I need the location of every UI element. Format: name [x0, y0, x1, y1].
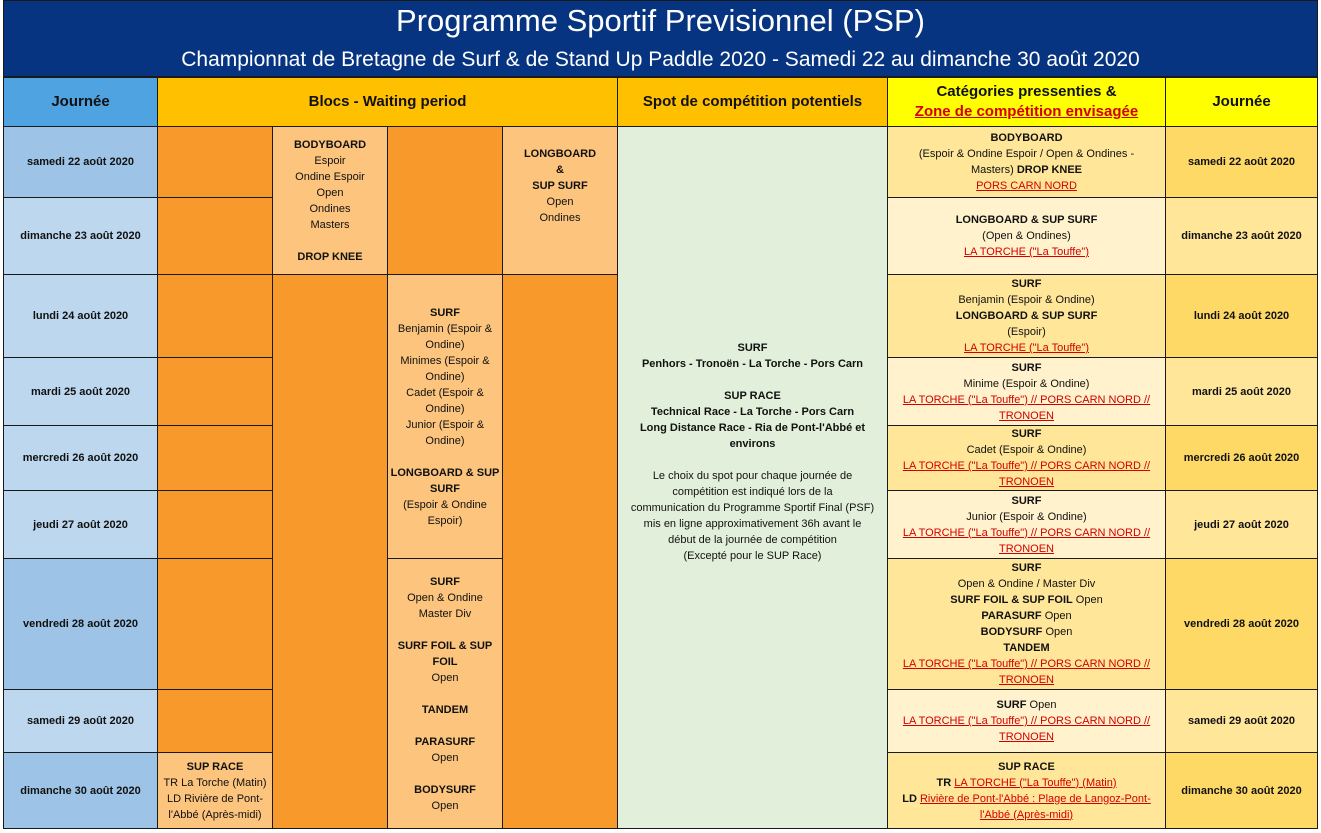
date-cell-right	[1165, 752, 1318, 829]
category-zone-link[interactable]: l'Abbé (Après-midi)	[979, 808, 1074, 821]
category-title: LONGBOARD & SUP SURF	[955, 310, 1098, 322]
category-line: (Open & Ondines)	[982, 230, 1071, 242]
category-title: BODYSURF	[980, 626, 1043, 638]
bloc-bodyboard	[272, 126, 388, 275]
bloc-empty-cell	[502, 274, 618, 829]
spot-cell	[617, 126, 888, 829]
date-label: samedi 29 août 2020	[26, 715, 134, 727]
col-header-spot-label: Spot de compétition potentiels	[642, 93, 863, 110]
date-label: jeudi 27 août 2020	[1194, 518, 1289, 531]
bloc-empty-cell	[157, 558, 273, 690]
category-line: Open	[1029, 699, 1057, 711]
date-cell-left	[3, 274, 158, 358]
bloc-line: Ondine)	[425, 402, 465, 415]
category-line: Masters)	[970, 164, 1014, 176]
category-cell	[887, 197, 1166, 275]
category-zone-link[interactable]: LA TORCHE ("La Touffe") // PORS CARN NORD //	[902, 715, 1151, 727]
bloc-line: Masters	[310, 218, 350, 231]
bloc-longboard-title: LONGBOARD & SUP	[390, 466, 500, 479]
category-line: (Espoir & Ondine Espoir / Open & Ondines -	[918, 148, 1135, 160]
category-zone-link[interactable]: TRONOEN	[999, 542, 1054, 555]
bloc-line: Open	[316, 186, 344, 199]
bloc-line: TR La Torche (Matin)	[163, 776, 267, 789]
bloc-line: Ondine)	[425, 338, 465, 351]
category-line: Junior (Espoir & Ondine)	[966, 510, 1087, 523]
bloc-empty-cell	[272, 274, 388, 829]
bloc-line: Master Div	[418, 607, 472, 620]
bloc-line: Ondines	[539, 211, 581, 224]
category-tr-label: TR	[936, 776, 952, 789]
category-title: SURF	[1011, 494, 1042, 507]
category-title: PARASURF	[981, 610, 1042, 622]
bloc-line: Ondines	[309, 202, 351, 215]
date-label: dimanche 23 août 2020	[1181, 230, 1302, 242]
bloc-empty-cell	[157, 274, 273, 358]
category-line: Open	[1075, 594, 1103, 606]
col-header-blocs-label: Blocs - Waiting period	[308, 93, 467, 110]
bloc-empty-cell	[157, 425, 273, 491]
category-title: SURF	[1011, 562, 1042, 574]
bloc-surf-title: SURF	[430, 306, 460, 319]
date-cell-right	[1165, 357, 1318, 426]
bloc-empty-cell	[387, 126, 503, 275]
category-line: Benjamin (Espoir & Ondine)	[958, 294, 1095, 306]
category-cell	[887, 558, 1166, 690]
bloc-empty-cell	[157, 126, 273, 198]
bloc-supsurf-title: SUP SURF	[532, 179, 588, 192]
category-zone-link[interactable]: Rivière de Pont-l'Abbé : Plage de Langoz-Pont-	[919, 792, 1151, 805]
bloc-empty-cell	[157, 689, 273, 753]
date-label: dimanche 30 août 2020	[20, 784, 141, 797]
bloc-line: (Espoir & Ondine	[403, 498, 487, 511]
category-title: SURF	[996, 699, 1027, 711]
date-label: lundi 24 août 2020	[1193, 310, 1290, 322]
category-title: SURF FOIL & SUP FOIL	[950, 594, 1073, 606]
bloc-longboard	[502, 126, 618, 275]
date-label: mercredi 26 août 2020	[1183, 452, 1300, 464]
bloc-drop-knee: DROP KNEE	[297, 250, 363, 263]
col-header-categories-line2: Zone de compétition envisagée	[914, 103, 1139, 120]
bloc-line: Ondine)	[425, 434, 465, 447]
category-cell	[887, 274, 1166, 358]
category-zone-link[interactable]: TRONOEN	[999, 731, 1054, 743]
date-label: samedi 22 août 2020	[26, 156, 134, 168]
col-header-blocs	[157, 77, 618, 127]
category-zone-link[interactable]: LA TORCHE ("La Touffe")	[963, 342, 1089, 354]
bloc-tandem-title: TANDEM	[421, 703, 469, 716]
bloc-longboard-title: SURF	[430, 482, 460, 495]
category-zone-link[interactable]: TRONOEN	[999, 409, 1054, 422]
date-cell-right	[1165, 490, 1318, 559]
category-zone-link[interactable]: LA TORCHE ("La Touffe")	[963, 246, 1089, 258]
col-header-journee-right-label: Journée	[1212, 93, 1271, 110]
date-label: vendredi 28 août 2020	[23, 618, 138, 630]
bloc-foil-title: FOIL	[432, 655, 458, 668]
category-line: Cadet (Espoir & Ondine)	[966, 444, 1087, 456]
category-zone-link[interactable]: LA TORCHE ("La Touffe") // PORS CARN NORD //	[902, 658, 1151, 670]
date-cell-left	[3, 126, 158, 198]
category-line: Open	[1044, 610, 1072, 622]
spot-note-line: communication du Programme Sportif Final (PSF)	[630, 501, 875, 514]
category-title: SURF	[1011, 361, 1042, 374]
bloc-bodyboard-title: BODYBOARD	[293, 138, 367, 151]
bloc-surf-title: SURF	[430, 575, 460, 588]
category-cell	[887, 752, 1166, 829]
bloc-line: Benjamin (Espoir &	[397, 322, 493, 335]
bloc-line: LD Rivière de Pont-	[167, 792, 263, 805]
category-zone-link[interactable]: LA TORCHE ("La Touffe") // PORS CARN NORD //	[902, 460, 1151, 472]
date-cell-left	[3, 425, 158, 491]
date-label: samedi 29 août 2020	[1187, 715, 1295, 727]
category-title: SUP RACE	[998, 760, 1055, 773]
bloc-bodysurf-title: BODYSURF	[414, 783, 476, 796]
page-title: Programme Sportif Previsionnel (PSP)	[396, 3, 925, 38]
category-line: Open	[1045, 626, 1073, 638]
date-cell-right	[1165, 425, 1318, 491]
category-title: BODYBOARD	[990, 132, 1063, 144]
category-cell	[887, 689, 1166, 753]
bloc-surf-jeunes	[387, 274, 503, 559]
category-cell	[887, 357, 1166, 426]
date-label: dimanche 30 août 2020	[1181, 784, 1302, 797]
spot-technical: Technical Race - La Torche - Pors Carn	[650, 405, 855, 418]
bloc-parasurf-title: PARASURF	[414, 735, 476, 748]
bloc-empty-cell	[157, 197, 273, 275]
bloc-line: Open	[431, 751, 459, 764]
spot-note-line: début de la journée de compétition	[668, 533, 837, 546]
col-header-categories	[887, 77, 1166, 127]
bloc-line: l'Abbé (Après-midi)	[168, 808, 262, 821]
date-label: mardi 25 août 2020	[1191, 385, 1292, 398]
spot-note-line: mis en ligne approximativement 36h avant le	[643, 517, 862, 530]
bloc-line: Ondine Espoir	[295, 170, 365, 183]
date-cell-left	[3, 490, 158, 559]
col-header-journee-right	[1165, 77, 1318, 127]
category-zone-link[interactable]: LA TORCHE ("La Touffe") // PORS CARN NORD //	[902, 526, 1151, 539]
col-header-journee	[3, 77, 158, 127]
col-header-spot	[617, 77, 888, 127]
category-zone-link[interactable]: LA TORCHE ("La Touffe") // PORS CARN NORD //	[902, 393, 1151, 406]
page-subtitle: Championnat de Bretagne de Surf & de Stand Up Paddle 2020 - Samedi 22 au dimanche 30 août 2020	[181, 48, 1140, 71]
category-zone-link[interactable]: TRONOEN	[999, 674, 1054, 686]
bloc-empty-cell	[157, 490, 273, 559]
category-cell	[887, 490, 1166, 559]
date-label: mardi 25 août 2020	[30, 385, 131, 398]
bloc-sup-race-title: SUP RACE	[186, 760, 244, 773]
bloc-line: Ondine)	[425, 370, 465, 383]
bloc-line: Open	[431, 671, 459, 684]
date-label: vendredi 28 août 2020	[1184, 618, 1299, 630]
bloc-surf-open	[387, 558, 503, 829]
category-line: Minime (Espoir & Ondine)	[963, 377, 1090, 390]
bloc-line: Junior (Espoir &	[405, 418, 485, 431]
category-title: DROP KNEE	[1016, 164, 1083, 176]
category-ld-label: LD	[902, 792, 917, 805]
bloc-line: Open	[431, 799, 459, 812]
bloc-line: Minimes (Espoir &	[400, 354, 490, 367]
col-header-journee-label: Journée	[51, 93, 110, 110]
category-title: LONGBOARD & SUP SURF	[955, 214, 1098, 226]
date-cell-right	[1165, 689, 1318, 753]
spot-long-distance: Long Distance Race - Ria de Pont-l'Abbé et environs	[639, 421, 866, 450]
category-zone-link[interactable]: TRONOEN	[999, 476, 1054, 488]
title-band	[3, 0, 1318, 77]
date-cell-right	[1165, 274, 1318, 358]
category-title: TANDEM	[1003, 642, 1050, 654]
date-cell-left	[3, 558, 158, 690]
date-cell-right	[1165, 197, 1318, 275]
spot-note-line: compétition est indiqué lors de la	[672, 485, 833, 498]
category-zone-link[interactable]: LA TORCHE ("La Touffe") (Matin)	[954, 776, 1117, 789]
category-zone-link[interactable]: PORS CARN NORD	[976, 180, 1077, 192]
date-cell-left	[3, 752, 158, 829]
date-label: mercredi 26 août 2020	[22, 452, 139, 464]
date-cell-left	[3, 689, 158, 753]
bloc-line: Espoir	[314, 154, 346, 167]
bloc-empty-cell	[157, 357, 273, 426]
spot-note-line: (Excepté pour le SUP Race)	[683, 549, 822, 562]
bloc-line: Open	[546, 195, 574, 208]
date-label: jeudi 27 août 2020	[33, 518, 128, 531]
date-label: dimanche 23 août 2020	[20, 230, 141, 242]
date-label: samedi 22 août 2020	[1187, 156, 1295, 168]
col-header-categories-line1: Catégories pressenties &	[936, 83, 1117, 100]
spot-note-line: Le choix du spot pour chaque journée de	[652, 469, 853, 482]
bloc-line: Espoir)	[427, 514, 463, 527]
category-title: SURF	[1011, 428, 1042, 440]
date-cell-left	[3, 197, 158, 275]
category-cell	[887, 126, 1166, 198]
date-cell-right	[1165, 558, 1318, 690]
spot-surf-list: Penhors - Tronoën - La Torche - Pors Carn	[641, 357, 864, 370]
category-cell	[887, 425, 1166, 491]
bloc-longboard-title: LONGBOARD	[523, 147, 597, 160]
bloc-line: Open & Ondine	[407, 591, 483, 604]
date-label: lundi 24 août 2020	[32, 310, 129, 322]
date-cell-left	[3, 357, 158, 426]
spot-sup-title: SUP RACE	[724, 389, 781, 402]
bloc-foil-title: SURF FOIL & SUP	[397, 639, 493, 652]
bloc-line: Cadet (Espoir &	[406, 386, 484, 399]
bloc-amp: &	[556, 163, 564, 176]
category-line: (Espoir)	[1007, 326, 1046, 338]
category-title: SURF	[1011, 278, 1042, 290]
category-line: Open & Ondine / Master Div	[957, 578, 1096, 590]
spot-surf-title: SURF	[737, 341, 768, 354]
date-cell-right	[1165, 126, 1318, 198]
bloc-sup-race	[157, 752, 273, 829]
